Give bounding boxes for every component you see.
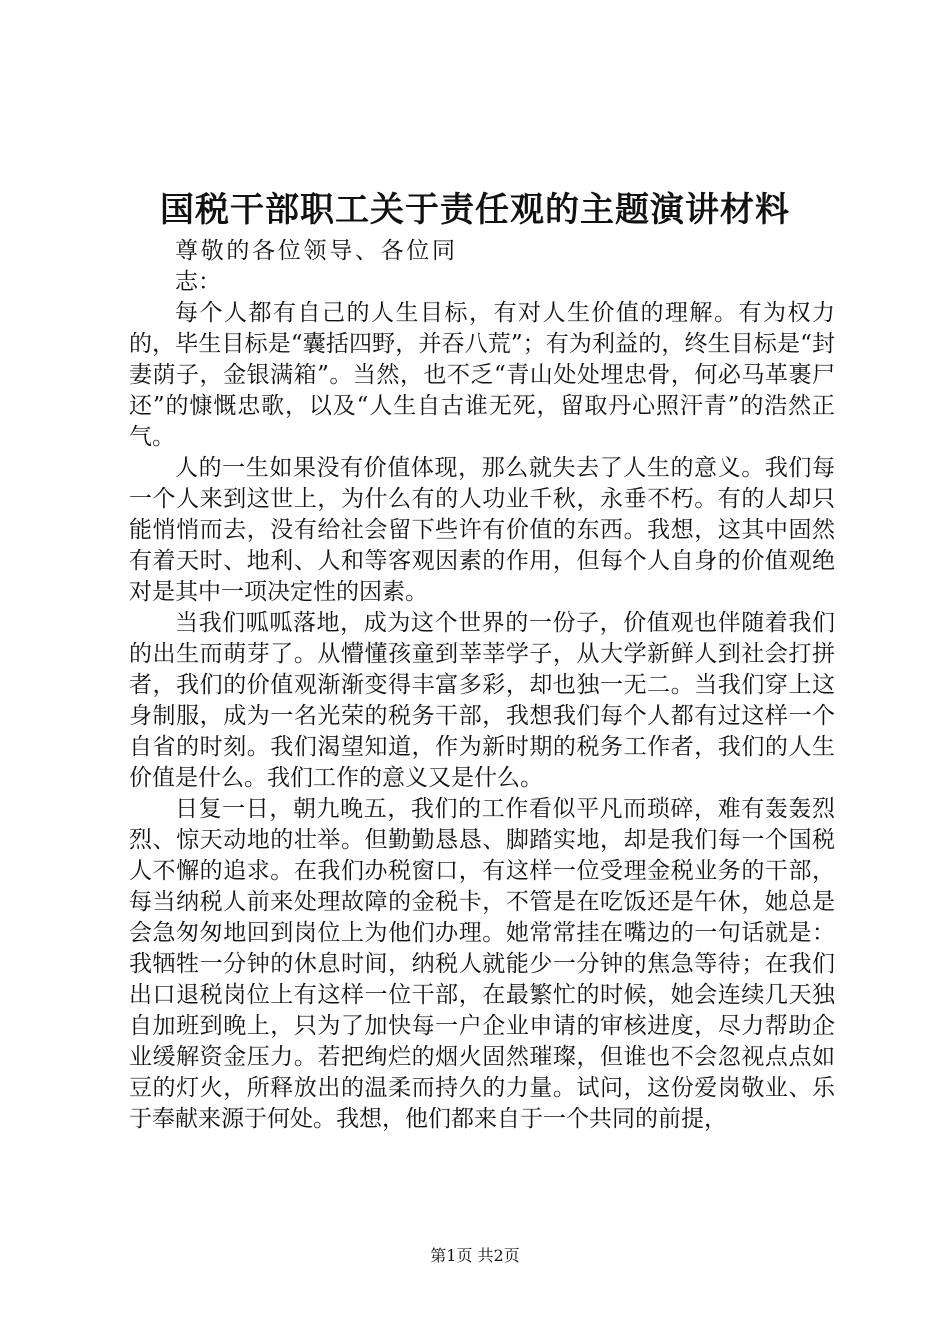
paragraph-4: 日复一日，朝九晚五，我们的工作看似平凡而琐碎，难有轰轰烈烈、惊天动地的壮举。但勤勤恳恳、脚踏实地，却是我们每一个国税人不懈的追求。在我们办税窗口，有这样一位受理金税业务的干部，每当纳税人前来处理故障的金税卡，不管是在吃饭还是午休，她总是会急匆匆地回到岗位上为他们办理。她常常挂在嘴边的一句话就是：我牺牲一分钟的休息时间，纳税人就能少一分钟的焦急等待；在我们出口退税岗位上有这样一位干部，在最繁忙的时候，她会连续几天独自加班到晚上，只为了加快每一户企业申请的审核进度，尽力帮助企业缓解资金压力。若把绚烂的烟火固然璀璨，但谁也不会忽视点点如豆的灯火，所释放出的温柔而持久的力量。试问，这份爱岗敬业、乐于奉献来源于何处。我想，他们都来自于一个共同的前提， bbox=[129, 796, 835, 1132]
document-title: 国税干部职工关于责任观的主题演讲材料 bbox=[160, 190, 790, 230]
page-footer: 第1页 共2页 bbox=[430, 1246, 520, 1265]
document-body bbox=[129, 236, 835, 1135]
salutation: 尊敬的各位领导、各位同志： bbox=[175, 238, 455, 295]
paragraph-2: 人的一生如果没有价值体现，那么就失去了人生的意义。我们每一个人来到这世上，为什么有的人功业千秋，永垂不朽。有的人却只能悄悄而去，没有给社会留下些许有价值的东西。我想，这其中固然有着天时、地利、人和等客观因素的作用，但每个人自身的价值观绝对是其中一项决定性的因素。 bbox=[129, 455, 835, 605]
paragraph-1: 每个人都有自己的人生目标，有对人生价值的理解。有为权力的，毕生目标是“囊括四野，并吞八荒”；有为利益的，终生目标是“封妻荫子，金银满箱”。当然，也不乏“青山处处埋忠骨，何必马革裹尸还”的慷慨忠歌，以及“人生自古谁无死，留取丹心照汗青”的浩然正气。 bbox=[129, 300, 835, 450]
paragraph-3: 当我们呱呱落地，成为这个世界的一份子，价值观也伴随着我们的出生而萌芽了。从懵懂孩童到莘莘学子，从大学新鲜人到社会打拼者，我们的价值观渐渐变得丰富多彩，却也独一无二。当我们穿上这身制服，成为一名光荣的税务干部，我想我们每个人都有过这样一个自省的时刻。我们渴望知道，作为新时期的税务工作者，我们的人生价值是什么。我们工作的意义又是什么。 bbox=[129, 610, 835, 791]
